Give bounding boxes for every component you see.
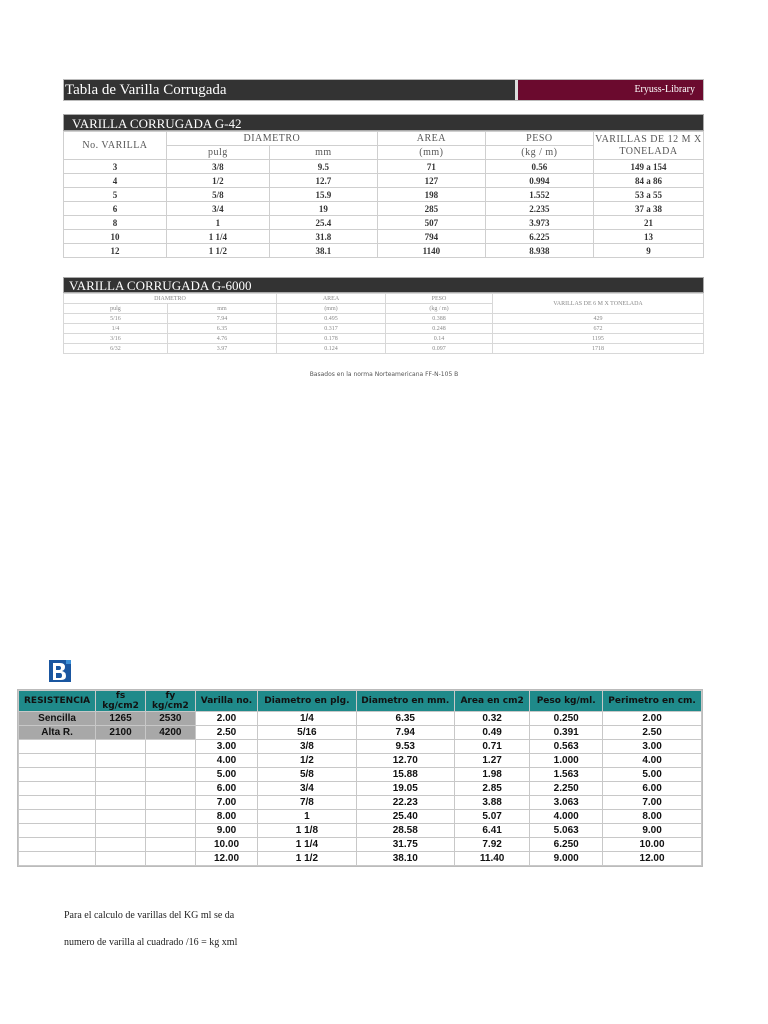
table-cell: 4.00 xyxy=(603,754,701,767)
table-cell: 0.56 xyxy=(486,160,593,173)
table-cell: 0.49 xyxy=(455,726,529,739)
table-cell: 31.75 xyxy=(357,838,454,851)
table-cell: 7.00 xyxy=(196,796,257,809)
table-cell: 9.5 xyxy=(270,160,377,173)
table-cell: 1265 xyxy=(96,712,145,725)
column-header: Area en cm2 xyxy=(455,691,529,711)
table-cell: 1718 xyxy=(493,344,703,353)
table-cell: 0.250 xyxy=(530,712,602,725)
table-cell: 10.00 xyxy=(196,838,257,851)
table-cell: 0.994 xyxy=(486,174,593,187)
table-row xyxy=(64,174,703,187)
table-cell: 6 xyxy=(64,202,166,215)
table-cell: 2100 xyxy=(96,726,145,739)
table-cell: 12.00 xyxy=(196,852,257,865)
table-cell xyxy=(96,768,145,781)
table-cell xyxy=(96,852,145,865)
table-cell xyxy=(146,754,195,767)
g42-sub-mm: mm xyxy=(270,146,377,159)
table-cell: 3.97 xyxy=(168,344,276,353)
g42-sub-peso: (kg / m) xyxy=(486,146,593,159)
g42-col-no: No. VARILLA xyxy=(64,132,166,159)
table-cell: 3/8 xyxy=(258,740,355,753)
table-cell xyxy=(96,754,145,767)
table-cell xyxy=(146,782,195,795)
table-cell: 13 xyxy=(594,230,703,243)
table-cell: 1 xyxy=(258,810,355,823)
table-cell: 0.32 xyxy=(455,712,529,725)
table-cell: 5/16 xyxy=(64,314,167,323)
table-cell: 8 xyxy=(64,216,166,229)
table-cell: 0.178 xyxy=(277,334,385,343)
table-row xyxy=(19,824,701,837)
g42-col-varillas: VARILLAS DE 12 M X TONELADA xyxy=(594,132,703,159)
resistance-section xyxy=(17,689,705,867)
table-cell: 794 xyxy=(378,230,485,243)
table-cell xyxy=(19,810,95,823)
table-cell: 4.00 xyxy=(196,754,257,767)
table-cell: 5.063 xyxy=(530,824,602,837)
table-cell: 1.563 xyxy=(530,768,602,781)
table-cell xyxy=(19,740,95,753)
table-cell: 0.388 xyxy=(386,314,492,323)
table-row xyxy=(64,324,703,333)
table-cell xyxy=(146,838,195,851)
table-cell: 1195 xyxy=(493,334,703,343)
table-cell: 6.35 xyxy=(357,712,454,725)
table-cell: 9.00 xyxy=(603,824,701,837)
table-cell: 12.00 xyxy=(603,852,701,865)
table-cell: 127 xyxy=(378,174,485,187)
table-cell: 38.10 xyxy=(357,852,454,865)
table-cell: 10 xyxy=(64,230,166,243)
table-row xyxy=(64,244,703,257)
g6000-heading: VARILLA CORRUGADA G-6000 xyxy=(63,277,704,293)
table-cell: 5/8 xyxy=(167,188,269,201)
g6000-col-peso: PESO xyxy=(386,294,492,303)
table-cell: 5 xyxy=(64,188,166,201)
table-cell: 1.27 xyxy=(455,754,529,767)
table-cell: 0.248 xyxy=(386,324,492,333)
table-row xyxy=(19,852,701,865)
table-cell: 4200 xyxy=(146,726,195,739)
table-cell: 1 1/8 xyxy=(258,824,355,837)
table-cell: 0.14 xyxy=(386,334,492,343)
table-cell: 285 xyxy=(378,202,485,215)
table-row xyxy=(64,334,703,343)
table-cell: 1140 xyxy=(378,244,485,257)
table-cell xyxy=(146,768,195,781)
column-header: Varilla no. xyxy=(196,691,257,711)
table-cell: 0.391 xyxy=(530,726,602,739)
table-cell xyxy=(146,796,195,809)
table-cell: 3.00 xyxy=(196,740,257,753)
table-cell: 19 xyxy=(270,202,377,215)
table-row xyxy=(19,768,701,781)
table-cell: 3 xyxy=(64,160,166,173)
column-header: fy kg/cm2 xyxy=(146,691,195,711)
g6000-sub-pulg: pulg xyxy=(64,304,167,313)
table-cell xyxy=(19,754,95,767)
table-cell: 672 xyxy=(493,324,703,333)
table-cell: 12.70 xyxy=(357,754,454,767)
table-cell: 2.235 xyxy=(486,202,593,215)
formula-text-1: Para el calculo de varillas del KG ml se da xyxy=(64,910,235,921)
table-cell: 3/8 xyxy=(167,160,269,173)
table-cell: 37 a 38 xyxy=(594,202,703,215)
table-cell: 198 xyxy=(378,188,485,201)
table-cell: 15.88 xyxy=(357,768,454,781)
table-cell: 19.05 xyxy=(357,782,454,795)
table-row xyxy=(19,810,701,823)
table-row xyxy=(64,160,703,173)
g6000-table xyxy=(63,293,704,354)
library-logo-icon xyxy=(47,657,73,685)
table-cell: 22.23 xyxy=(357,796,454,809)
table-cell: 7.92 xyxy=(455,838,529,851)
table-cell xyxy=(19,824,95,837)
column-header: Peso kg/ml. xyxy=(530,691,602,711)
g42-sub-pulg: pulg xyxy=(167,146,269,159)
table-row xyxy=(64,230,703,243)
table-cell: 9 xyxy=(594,244,703,257)
table-cell xyxy=(146,810,195,823)
table-cell: 1.552 xyxy=(486,188,593,201)
table-cell: 507 xyxy=(378,216,485,229)
table-cell: 2.85 xyxy=(455,782,529,795)
table-cell: 2530 xyxy=(146,712,195,725)
table-row xyxy=(64,314,703,323)
table-cell: 3.973 xyxy=(486,216,593,229)
column-header: Diametro en mm. xyxy=(357,691,454,711)
table-cell: 0.563 xyxy=(530,740,602,753)
table-cell: 1 1/2 xyxy=(258,852,355,865)
table-cell: 6/32 xyxy=(64,344,167,353)
g6000-sub-mm: mm xyxy=(168,304,276,313)
table-cell: 11.40 xyxy=(455,852,529,865)
table-cell: 3/16 xyxy=(64,334,167,343)
g6000-col-area: AREA xyxy=(277,294,385,303)
table-cell: 2.250 xyxy=(530,782,602,795)
table-cell: 1.000 xyxy=(530,754,602,767)
table-cell: 53 a 55 xyxy=(594,188,703,201)
table-cell: 12.7 xyxy=(270,174,377,187)
table-cell: 6.00 xyxy=(196,782,257,795)
g6000-col-varillas: VARILLAS DE 6 M X TONELADA xyxy=(493,294,703,313)
table-cell: 8.00 xyxy=(196,810,257,823)
table-cell: 5.07 xyxy=(455,810,529,823)
table-cell: 1 xyxy=(167,216,269,229)
table-cell xyxy=(146,824,195,837)
table-cell: 3/4 xyxy=(258,782,355,795)
table-cell: 6.225 xyxy=(486,230,593,243)
resistance-table xyxy=(17,689,703,867)
table-cell: 8.938 xyxy=(486,244,593,257)
table-cell: 1 1/2 xyxy=(167,244,269,257)
g42-sub-area: (mm) xyxy=(378,146,485,159)
table-cell xyxy=(96,796,145,809)
brand-label: Eryuss-Library xyxy=(518,80,703,100)
table-cell: 2.50 xyxy=(196,726,257,739)
table-cell: 5.00 xyxy=(603,768,701,781)
column-header: Diametro en plg. xyxy=(258,691,355,711)
table-cell: 4 xyxy=(64,174,166,187)
table-row xyxy=(19,740,701,753)
table-cell: 71 xyxy=(378,160,485,173)
formula-text-2: numero de varilla al cuadrado /16 = kg xml xyxy=(64,937,238,948)
g6000-sub-area: (mm) xyxy=(277,304,385,313)
table-cell: 0.71 xyxy=(455,740,529,753)
page-title: Tabla de Varilla Corrugada xyxy=(64,80,515,100)
table-cell xyxy=(19,796,95,809)
table-row xyxy=(19,838,701,851)
table-cell xyxy=(96,824,145,837)
g6000-section xyxy=(63,277,704,354)
table-cell: 5.00 xyxy=(196,768,257,781)
table-cell: 149 a 154 xyxy=(594,160,703,173)
table-row xyxy=(19,726,701,739)
g6000-col-diametro: DIAMETRO xyxy=(64,294,276,303)
title-bar xyxy=(63,79,704,101)
table-cell: 84 a 86 xyxy=(594,174,703,187)
table-row xyxy=(19,796,701,809)
table-cell: 21 xyxy=(594,216,703,229)
table-cell: 2.50 xyxy=(603,726,701,739)
table-cell: 7.00 xyxy=(603,796,701,809)
table-row xyxy=(64,216,703,229)
g6000-sub-peso: (kg / m) xyxy=(386,304,492,313)
column-header: Perimetro en cm. xyxy=(603,691,701,711)
table-cell: 25.4 xyxy=(270,216,377,229)
table-cell: 9.000 xyxy=(530,852,602,865)
table-cell: 1 1/4 xyxy=(258,838,355,851)
table-cell: 6.35 xyxy=(168,324,276,333)
table-cell: 28.58 xyxy=(357,824,454,837)
table-cell: 25.40 xyxy=(357,810,454,823)
table-cell: 1/4 xyxy=(258,712,355,725)
table-cell: 3/4 xyxy=(167,202,269,215)
table-row xyxy=(64,202,703,215)
table-cell xyxy=(96,740,145,753)
table-cell: 7.94 xyxy=(168,314,276,323)
table-cell xyxy=(146,740,195,753)
table-cell: 1/2 xyxy=(167,174,269,187)
table-cell xyxy=(96,838,145,851)
table-cell: 3.063 xyxy=(530,796,602,809)
table-cell xyxy=(96,810,145,823)
table-cell xyxy=(19,768,95,781)
table-cell: 1.98 xyxy=(455,768,529,781)
g42-heading: VARILLA CORRUGADA G-42 xyxy=(63,114,704,131)
table-cell: 9.00 xyxy=(196,824,257,837)
g42-table xyxy=(63,131,704,258)
table-cell: 1 1/4 xyxy=(167,230,269,243)
g42-section xyxy=(63,114,704,258)
table-cell: 7/8 xyxy=(258,796,355,809)
table-cell: 12 xyxy=(64,244,166,257)
table-cell: 0.495 xyxy=(277,314,385,323)
table-row xyxy=(19,754,701,767)
table-cell xyxy=(19,838,95,851)
table-cell: 6.41 xyxy=(455,824,529,837)
table-cell: 2.00 xyxy=(196,712,257,725)
table-cell: 1/4 xyxy=(64,324,167,333)
table-cell: Sencilla xyxy=(19,712,95,725)
table-cell: 2.00 xyxy=(603,712,701,725)
norm-note: Basados en la norma Norteamericana FF-N-105 B xyxy=(309,371,459,378)
table-cell: 5/16 xyxy=(258,726,355,739)
column-header: fs kg/cm2 xyxy=(96,691,145,711)
table-cell: 429 xyxy=(493,314,703,323)
table-cell: 7.94 xyxy=(357,726,454,739)
table-cell: 0.317 xyxy=(277,324,385,333)
g42-col-peso: PESO xyxy=(486,132,593,145)
table-row xyxy=(19,712,701,725)
table-cell: 0.124 xyxy=(277,344,385,353)
column-header: RESISTENCIA xyxy=(19,691,95,711)
table-row xyxy=(64,188,703,201)
table-cell xyxy=(96,782,145,795)
table-cell: 3.00 xyxy=(603,740,701,753)
table-row xyxy=(19,782,701,795)
table-cell: 1/2 xyxy=(258,754,355,767)
g42-col-area: AREA xyxy=(378,132,485,145)
table-cell xyxy=(19,852,95,865)
table-cell: 4.76 xyxy=(168,334,276,343)
table-cell: 0.097 xyxy=(386,344,492,353)
table-cell xyxy=(19,782,95,795)
g42-col-diametro: DIAMETRO xyxy=(167,132,377,145)
table-cell: 10.00 xyxy=(603,838,701,851)
table-cell: 8.00 xyxy=(603,810,701,823)
table-cell: 15.9 xyxy=(270,188,377,201)
table-cell: 6.250 xyxy=(530,838,602,851)
table-cell: 6.00 xyxy=(603,782,701,795)
table-cell: 38.1 xyxy=(270,244,377,257)
table-cell xyxy=(146,852,195,865)
table-cell: 3.88 xyxy=(455,796,529,809)
table-cell: Alta R. xyxy=(19,726,95,739)
table-cell: 5/8 xyxy=(258,768,355,781)
table-cell: 9.53 xyxy=(357,740,454,753)
table-cell: 31.8 xyxy=(270,230,377,243)
table-cell: 4.000 xyxy=(530,810,602,823)
table-row xyxy=(64,344,703,353)
